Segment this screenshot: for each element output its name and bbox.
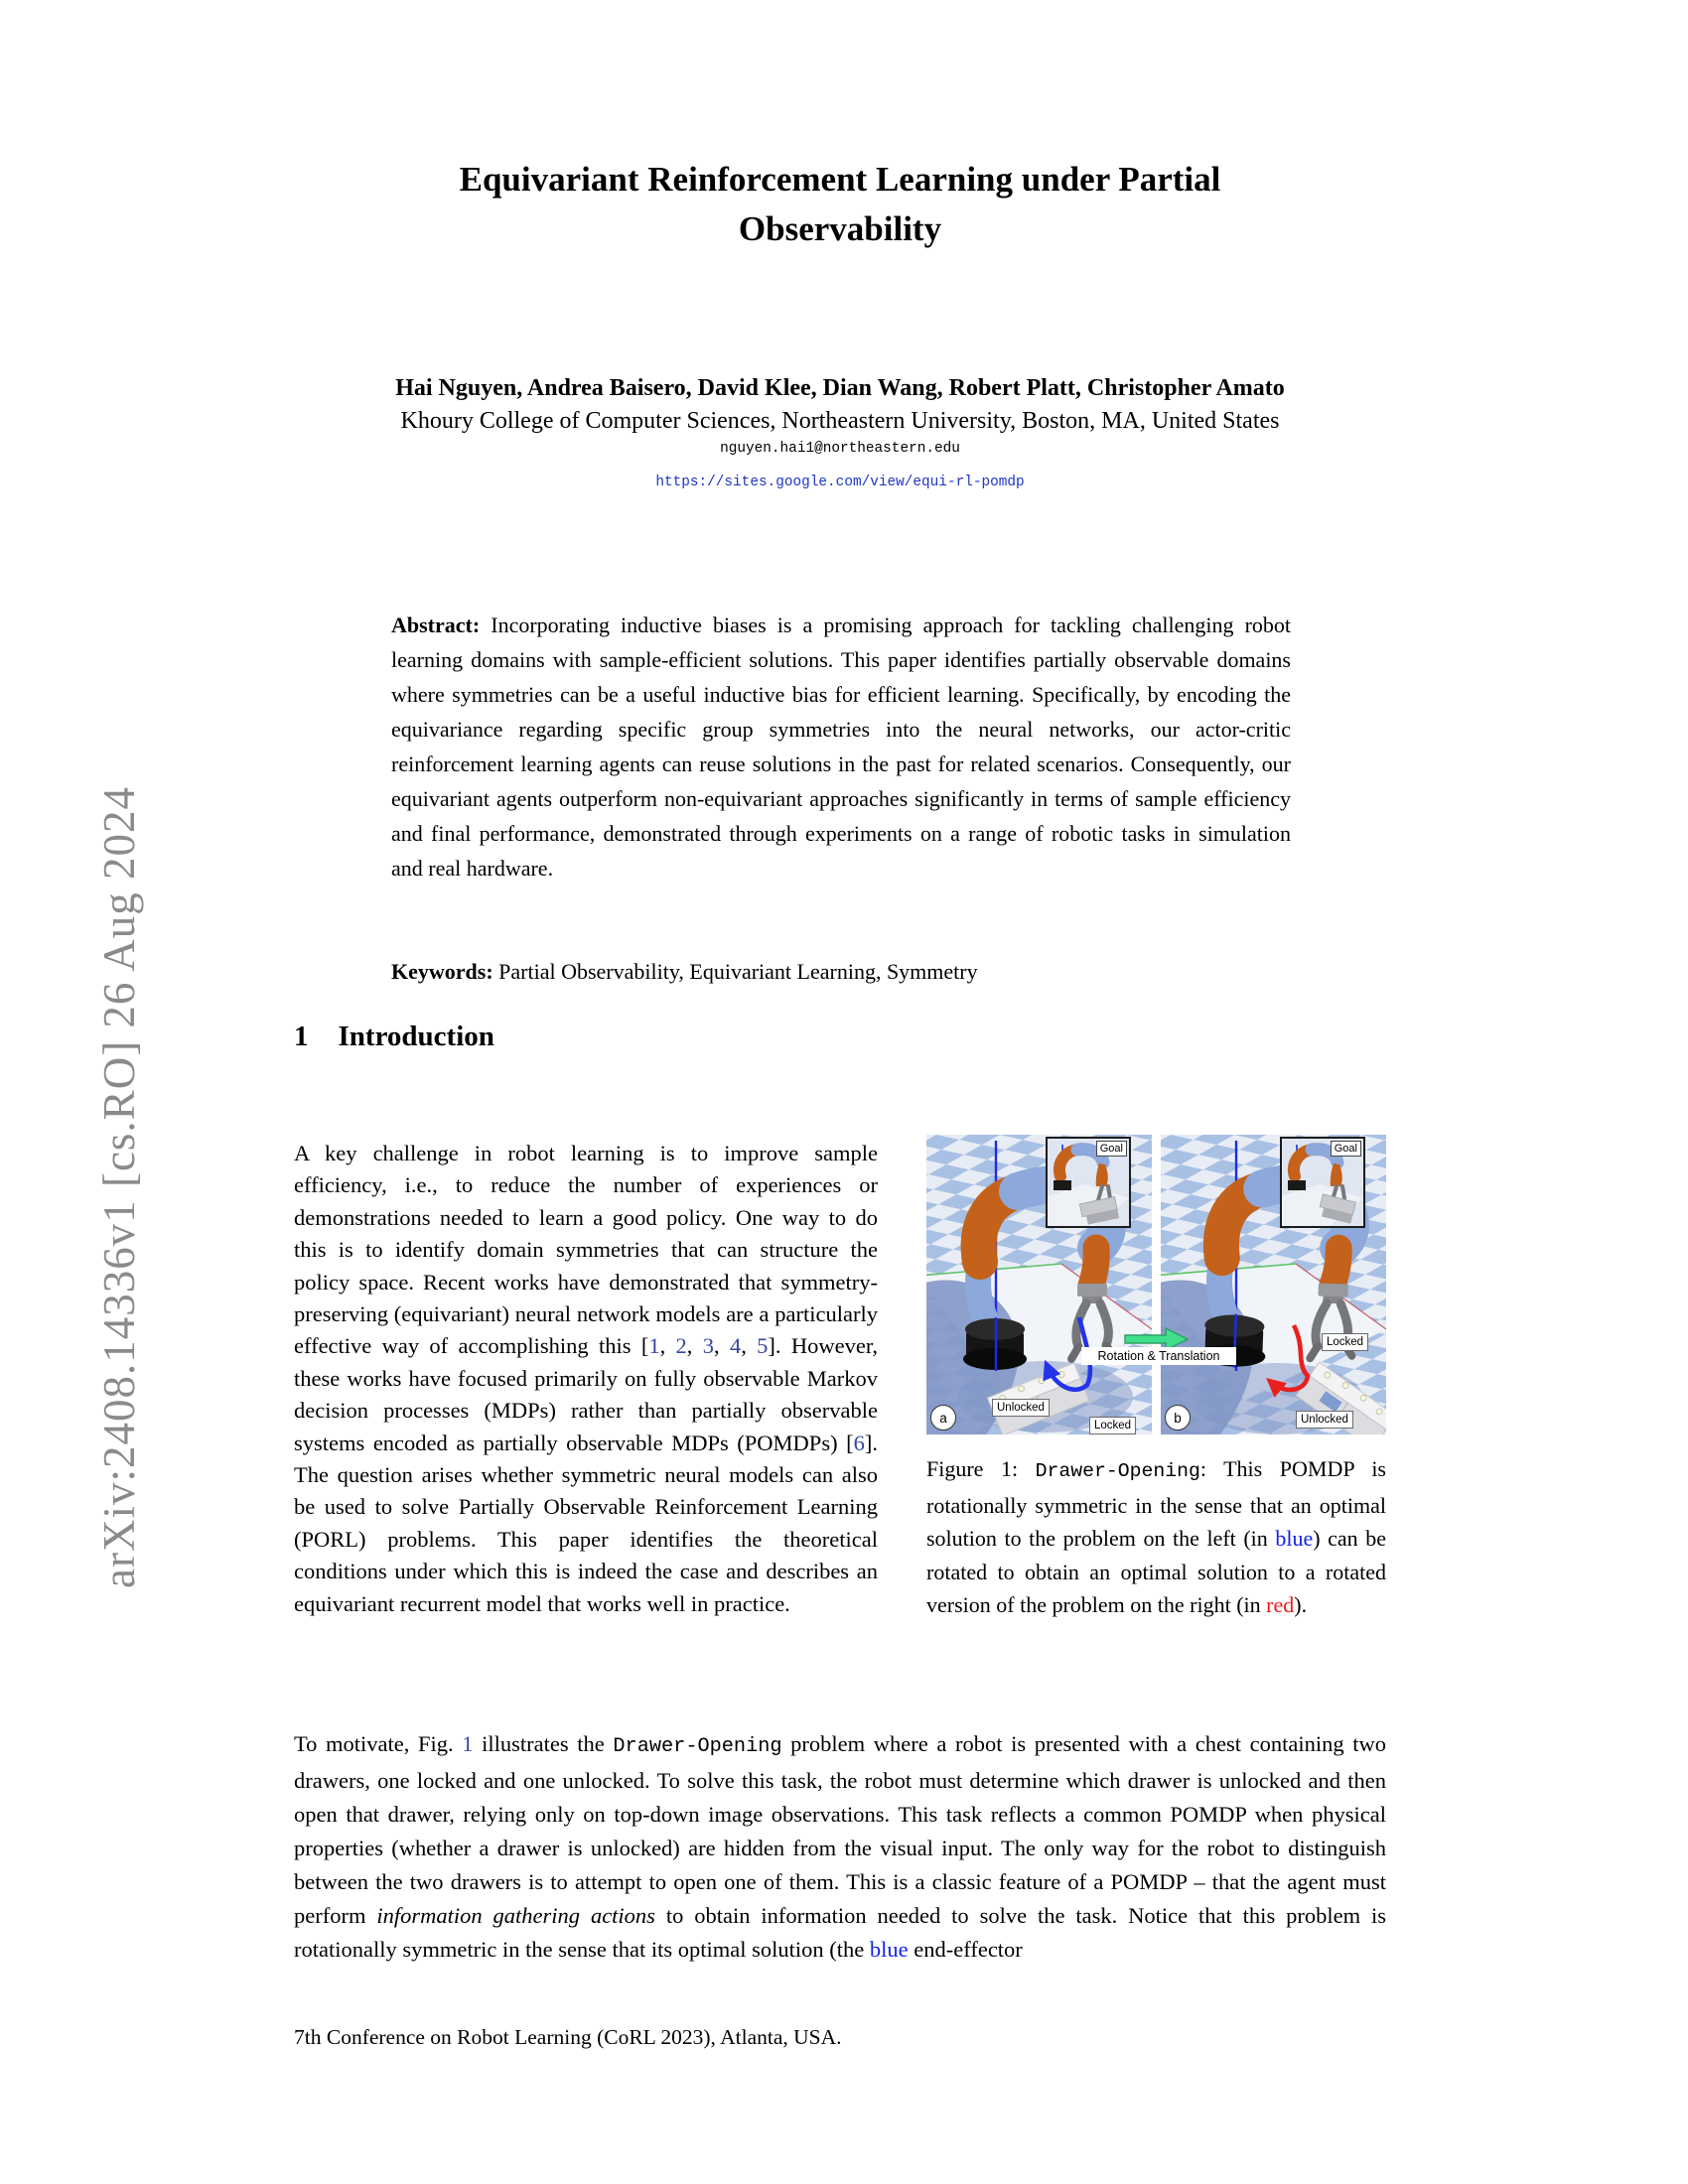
paper-title	[294, 155, 1386, 254]
intro-p2-text: problem where a robot is presented with a chest containing two drawers, one locked and one unlocked. To solve this task, the robot must determine which drawer is unlocked and then open that drawer, relying only on top-down image observations. This task reflects a common POMDP when physical properties (whether a drawer is unlocked) are hidden from the visual input. The only way for the robot to distinguish between the two drawers is to attempt to open one of them. This is a classic feature of a POMDP – that the agent must perform	[294, 1731, 1387, 1928]
intro-paragraph-2	[294, 1727, 1386, 1967]
affiliation: Khoury College of Computer Sciences, Northeastern University, Boston, MA, United States	[400, 408, 1280, 434]
cite-separator: ,	[659, 1333, 676, 1359]
cite-separator: ,	[741, 1333, 758, 1359]
intro-p2-text: to obtain information needed to solve the task. Notice that this problem is rotationally symmetric in the sense that its optimal solution (the	[294, 1903, 1386, 1962]
section-number: 1	[294, 1021, 309, 1052]
figure-1	[926, 1135, 1386, 1622]
caption-text: Figure 1:	[926, 1456, 1036, 1481]
panel-letter-a: a	[930, 1405, 956, 1431]
intro-p1-text: ]. The question arises whether symmetric neural models can also be used to solve Partially Observable Reinforcement Learning (PORL) problems. This paper identifies the theoretical conditions under which this is indeed the case and describes an equivariant recurrent model that works well in practice.	[294, 1430, 878, 1616]
citation-link-6[interactable]: 6	[853, 1430, 865, 1455]
intro-p2-text: To motivate, Fig.	[294, 1731, 463, 1756]
citation-link-1[interactable]: 1	[648, 1333, 660, 1359]
keywords	[391, 959, 1291, 985]
section-heading-introduction	[294, 1021, 1088, 1053]
arxiv-watermark: arXiv:2408.14336v1 [cs.RO] 26 Aug 2024	[94, 786, 144, 1588]
intro-p2-italic: information gathering actions	[376, 1903, 655, 1928]
goal-label: Goal	[1096, 1141, 1127, 1157]
abstract-label: Abstract:	[391, 613, 481, 637]
figure1-panel-a	[926, 1135, 1152, 1434]
intro-p1-text: A key challenge in robot learning is to improve sample efficiency, i.e., to reduce the number of experiences or demonstrations needed to learn a good policy. One way to do this is to identify domain symmetries that can structure the policy space. Recent works have demonstrated that symmetry-preserving (equivariant) neural network models are a particularly effective way of accomplishing this [	[294, 1141, 878, 1359]
cite-separator: ,	[714, 1333, 730, 1359]
citation-link-4[interactable]: 4	[729, 1333, 742, 1359]
goal-label: Goal	[1331, 1141, 1361, 1157]
intro-p1-text: ]. However, these works have focused primarily on fully observable Markov decision processes (MDPs) rather than partially observable systems encoded as partially observable MDPs (POMDPs) [	[294, 1333, 879, 1455]
caption-code: Drawer-Opening	[1035, 1460, 1200, 1482]
caption-word-blue: blue	[1275, 1526, 1314, 1551]
citation-link-3[interactable]: 3	[702, 1333, 714, 1359]
intro-paragraph-1	[294, 1138, 878, 1620]
intro-p2-text: end-effector	[908, 1937, 1023, 1962]
intro-p2-word-blue: blue	[869, 1937, 909, 1962]
abstract	[391, 608, 1291, 886]
drawer-label-locked: Locked	[1322, 1333, 1368, 1351]
contact-email: nguyen.hai1@northeastern.edu	[720, 441, 960, 457]
drawer-label-unlocked: Unlocked	[1296, 1411, 1353, 1429]
goal-inset-b	[1280, 1137, 1365, 1228]
drawer-label-unlocked: Unlocked	[992, 1399, 1050, 1417]
abstract-text: Incorporating inductive biases is a promising approach for tackling challenging robot learning domains with sample-efficient solutions. This paper identifies partially observable domains where symmetries can be a useful inductive bias for efficient learning. Specifically, by encoding the equivariance regarding specific group symmetries into the neural networks, our actor-critic reinforcement learning agents can reuse solutions in the past for related scenarios. Consequently, our equivariant agents outperform non-equivariant approaches significantly in terms of sample efficiency and final performance, demonstrated through experiments on a range of robotic tasks in simulation and real hardware.	[391, 613, 1292, 881]
figure1-panel-b	[1161, 1135, 1386, 1434]
project-website-link[interactable]: https://sites.google.com/view/equi-rl-pomdp	[655, 475, 1025, 490]
section-title: Introduction	[338, 1021, 494, 1052]
author-list: Hai Nguyen, Andrea Baisero, David Klee, Dian Wang, Robert Platt, Christopher Amato	[395, 375, 1285, 401]
caption-word-red: red	[1266, 1592, 1295, 1617]
caption-text: ).	[1294, 1592, 1308, 1617]
figure-1-caption	[926, 1452, 1386, 1622]
goal-inset-a	[1046, 1137, 1131, 1228]
caption-text: : This POMDP is rotationally symmetric in the sense that an optimal solution to the problem on the left (in	[926, 1456, 1386, 1551]
panel-letter-b: b	[1165, 1405, 1191, 1431]
keywords-text: Partial Observability, Equivariant Learning, Symmetry	[498, 959, 978, 984]
figure-reference-link[interactable]: 1	[462, 1731, 474, 1756]
conference-footnote: 7th Conference on Robot Learning (CoRL 2023), Atlanta, USA.	[294, 2025, 842, 2049]
citation-link-2[interactable]: 2	[675, 1333, 687, 1359]
rotation-translation-label: Rotation & Translation	[1081, 1347, 1236, 1365]
citation-link-5[interactable]: 5	[757, 1333, 769, 1359]
drawer-label-locked: Locked	[1089, 1417, 1136, 1434]
caption-text: ) can be rotated to obtain an optimal solution to a rotated version of the problem on the right (in	[926, 1526, 1386, 1617]
cite-separator: ,	[686, 1333, 703, 1359]
figure-1-panels	[926, 1135, 1386, 1434]
paper-title-line1: Equivariant Reinforcement Learning under Partial	[459, 160, 1221, 199]
intro-p2-text: illustrates the	[473, 1731, 614, 1756]
keywords-label: Keywords:	[391, 959, 493, 984]
paper-title-line2: Observability	[738, 209, 942, 248]
intro-p2-code: Drawer-Opening	[613, 1735, 782, 1758]
